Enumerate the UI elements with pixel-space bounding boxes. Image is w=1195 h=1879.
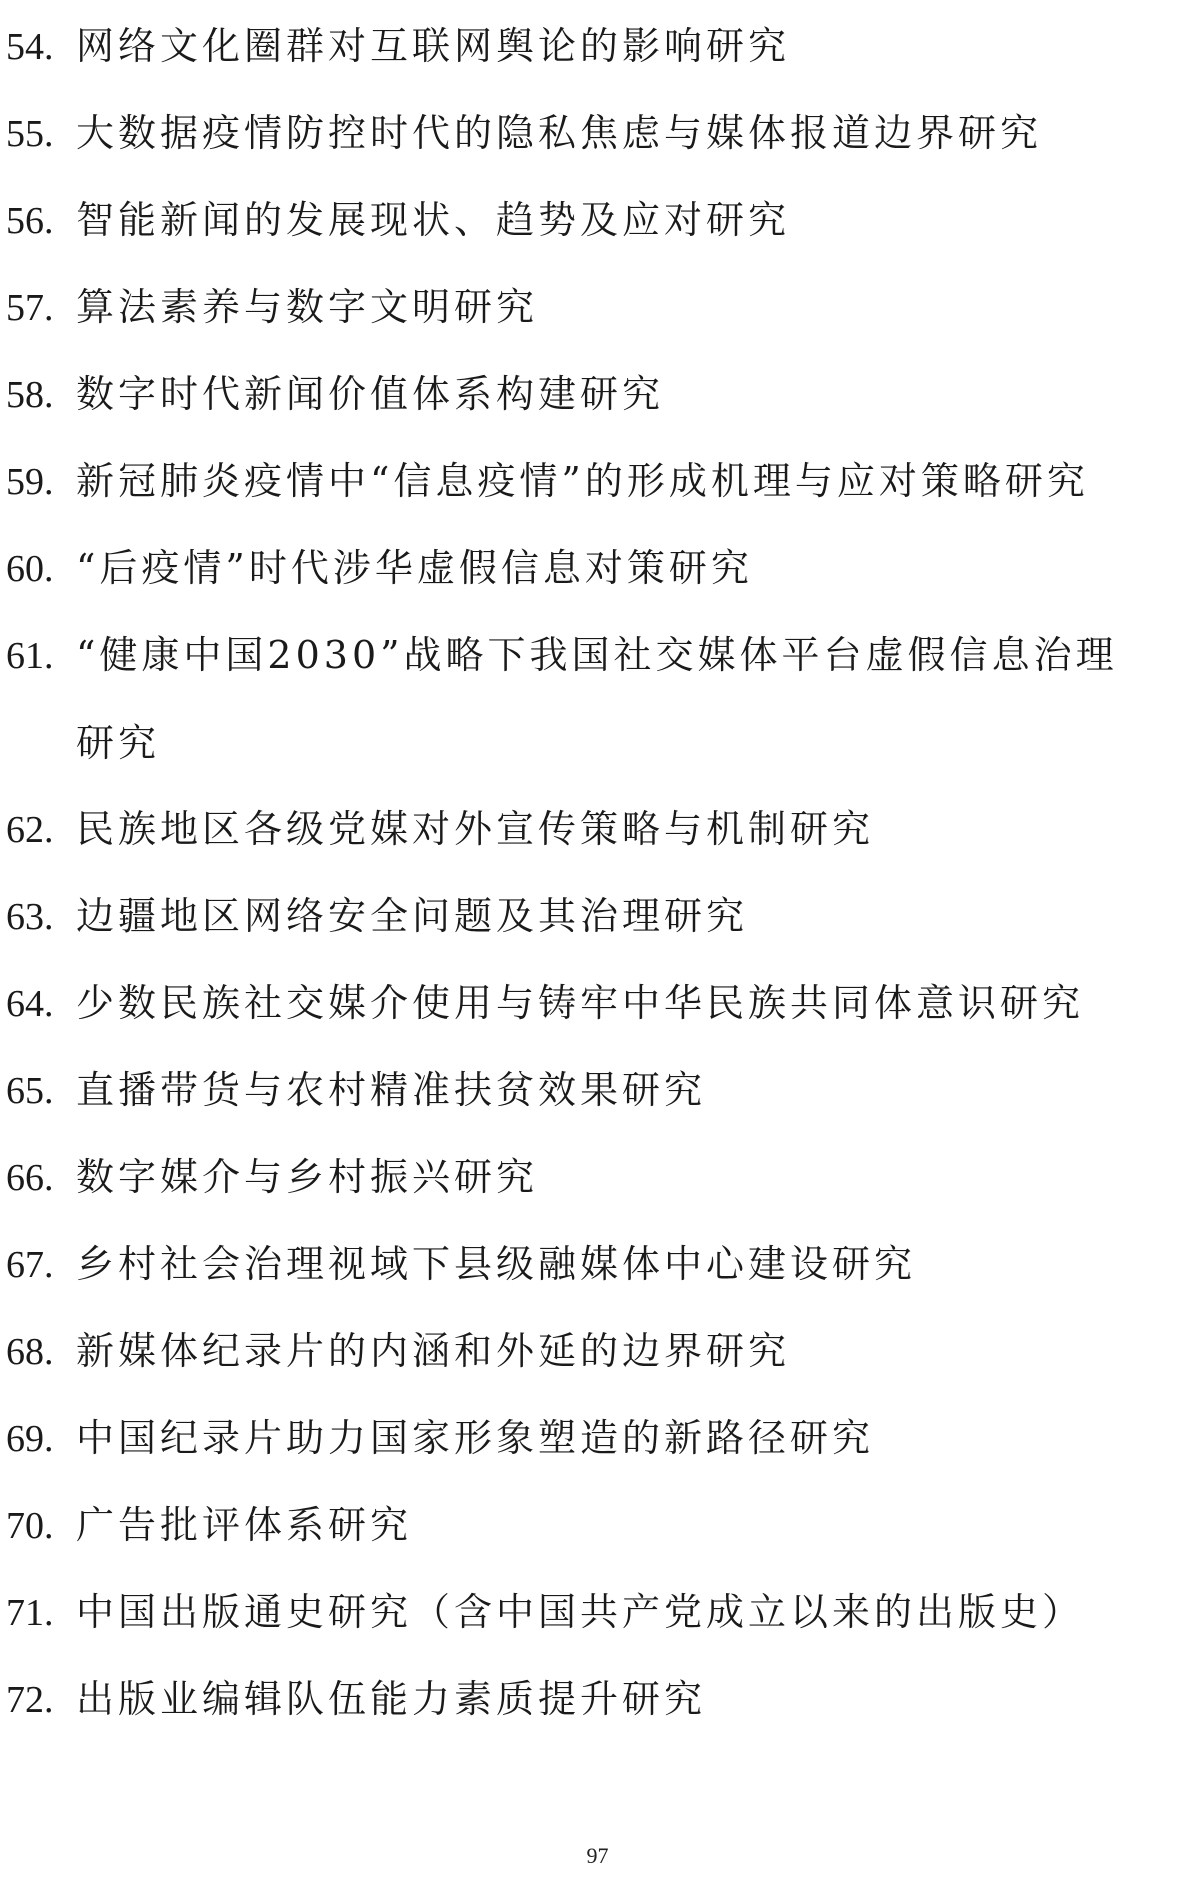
item-text: 中国出版通史研究（含中国共产党成立以来的出版史） (76, 1590, 1085, 1634)
list-item (6, 177, 1191, 264)
list-item (6, 90, 1191, 177)
list-item (6, 351, 1191, 438)
item-text: 新媒体纪录片的内涵和外延的边界研究 (76, 1329, 791, 1373)
list-item (6, 873, 1191, 960)
item-text: 民族地区各级党媒对外宣传策略与机制研究 (76, 807, 875, 851)
item-text: 少数民族社交媒介使用与铸牢中华民族共同体意识研究 (76, 981, 1085, 1025)
item-number: 63. (6, 896, 54, 938)
list-item (6, 960, 1191, 1047)
item-number: 62. (6, 809, 54, 851)
item-number: 59. (6, 461, 54, 503)
item-text: 直播带货与农村精准扶贫效果研究 (76, 1068, 707, 1112)
item-text: 中国纪录片助力国家形象塑造的新路径研究 (76, 1416, 875, 1460)
item-number: 67. (6, 1244, 54, 1286)
page-number: 97 (586, 1843, 609, 1868)
item-number: 64. (6, 983, 54, 1025)
list-item (6, 1482, 1191, 1569)
research-topic-list (6, 3, 1191, 1743)
item-number: 61. (6, 635, 54, 677)
item-number: 54. (6, 26, 54, 68)
list-item (6, 1047, 1191, 1134)
list-item (6, 1308, 1191, 1395)
list-item (6, 1134, 1191, 1221)
item-number: 58. (6, 374, 54, 416)
item-text: 网络文化圈群对互联网舆论的影响研究 (76, 24, 791, 68)
list-item (6, 1656, 1191, 1743)
item-text: 广告批评体系研究 (76, 1503, 413, 1547)
item-text: 出版业编辑队伍能力素质提升研究 (76, 1677, 707, 1721)
item-text: 边疆地区网络安全问题及其治理研究 (76, 894, 749, 938)
item-text: 算法素养与数字文明研究 (76, 285, 539, 329)
item-text-continuation: 研究 (76, 721, 161, 765)
list-item (6, 1569, 1191, 1656)
item-number: 56. (6, 200, 54, 242)
list-item (6, 438, 1191, 525)
item-number: 57. (6, 287, 54, 329)
item-text: 智能新闻的发展现状、趋势及应对研究 (76, 198, 791, 242)
list-item (6, 525, 1191, 612)
list-item (6, 612, 1191, 786)
item-text: 新冠肺炎疫情中“信息疫情”的形成机理与应对策略研究 (76, 459, 1089, 503)
item-number: 65. (6, 1070, 54, 1112)
item-number: 55. (6, 113, 54, 155)
item-text: 数字时代新闻价值体系构建研究 (76, 372, 665, 416)
item-text: 乡村社会治理视域下县级融媒体中心建设研究 (76, 1242, 917, 1286)
list-item (6, 1395, 1191, 1482)
item-text: 大数据疫情防控时代的隐私焦虑与媒体报道边界研究 (76, 111, 1043, 155)
item-text: 数字媒介与乡村振兴研究 (76, 1155, 539, 1199)
list-item (6, 264, 1191, 351)
item-number: 68. (6, 1331, 54, 1373)
item-number: 71. (6, 1592, 54, 1634)
item-text: “后疫情”时代涉华虚假信息对策研究 (76, 546, 753, 590)
item-text: “健康中国2030”战略下我国社交媒体平台虚假信息治理 (76, 633, 1118, 677)
list-item (6, 3, 1191, 90)
list-item (6, 786, 1191, 873)
item-number: 72. (6, 1679, 54, 1721)
item-number: 60. (6, 548, 54, 590)
list-item (6, 1221, 1191, 1308)
item-number: 70. (6, 1505, 54, 1547)
item-number: 69. (6, 1418, 54, 1460)
item-number: 66. (6, 1157, 54, 1199)
